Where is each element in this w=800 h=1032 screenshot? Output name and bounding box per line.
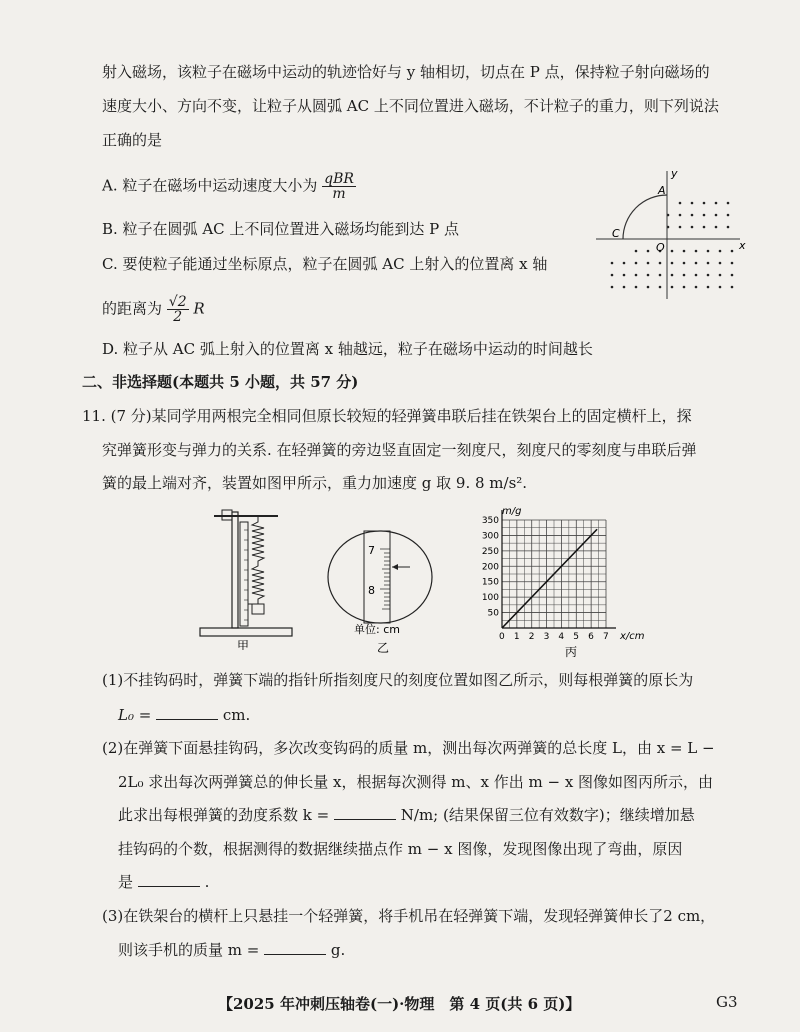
x-tick-label: 1 (513, 632, 520, 642)
point-c-label: C (612, 227, 620, 240)
x-tick-label: 0 (499, 632, 505, 642)
x-tick-label: 2 (528, 632, 535, 642)
reason-label: 是 (118, 873, 134, 891)
page-footer: 【2025 年冲刺压轴卷(一)·物理 第 4 页(共 6 页)】 (218, 995, 581, 1013)
answer-blank-reason[interactable] (138, 872, 200, 887)
arc-ac (623, 195, 667, 239)
hook-weight (252, 604, 264, 614)
option-c-fraction (167, 295, 189, 324)
iron-stand-figure (192, 500, 302, 650)
k-suffix: N/m; (结果保留三位有效数字)；继续增加悬 (400, 806, 695, 824)
x-tick-label: 6 (588, 632, 594, 642)
q11-part3-line-1: (3)在铁架台的横杆上只悬挂一个轻弹簧，将手机吊在轻弹簧下端，发现轻弹簧伸长了2 cm， (102, 907, 716, 925)
x-tick-label: 5 (573, 632, 580, 642)
ruler-zoom-figure (322, 527, 442, 657)
q11-part2-line-2: 2L₀ 求出每次两弹簧总的伸长量 x，根据每次测得 m、x 作出 m − x 图像如图丙所示，由 (118, 773, 714, 791)
unit-cm: cm. (222, 706, 251, 724)
q10-option-a (102, 172, 356, 201)
q11-stem-line-2: 究弹簧形变与弹力的关系. 在轻弹簧的旁边竖直固定一刻度尺，刻度尺的零刻度与串联后弹 (102, 441, 697, 459)
spring-coil (252, 516, 264, 604)
answer-blank-mass[interactable] (264, 940, 326, 955)
q10-intro-line-2: 速度大小、方向不变，让粒子从圆弧 AC 上不同位置进入磁场，不计粒子的重力，则下列说法 (102, 97, 719, 115)
ruler-mark-8: 8 (368, 584, 375, 597)
x-tick-label: 3 (543, 632, 550, 642)
q11-stem-line-3: 簧的最上端对齐，装置如图甲所示，重力加速度 g 取 9. 8 m/s². (102, 474, 528, 492)
field-dots (611, 202, 734, 289)
option-c-suffix: R (193, 299, 205, 318)
magnetic-field-figure (588, 163, 748, 303)
point-a-label: A (658, 184, 666, 197)
fraction-numerator: qBR (324, 171, 354, 187)
chart-series-line (502, 529, 597, 628)
ruler-ticks (244, 530, 248, 620)
x-tick-label: 7 (603, 632, 609, 642)
magnifier-ellipse (328, 531, 432, 623)
arrow-head-icon (392, 564, 398, 570)
option-a-fraction (322, 172, 356, 201)
figure-yi-label: 乙 (377, 641, 390, 655)
y-tick-label: 300 (481, 531, 499, 542)
q10-option-c-line-2 (102, 295, 205, 324)
q11-part1-line-2 (118, 705, 250, 725)
fraction-denominator: 2 (173, 309, 183, 325)
option-a-text: A. 粒子在磁场中运动速度大小为 (102, 176, 318, 195)
x-axis-label: x (739, 239, 746, 252)
answer-blank-l0[interactable] (156, 705, 218, 720)
answer-blank-k[interactable] (334, 805, 396, 820)
y-tick-label: 200 (481, 562, 499, 573)
fraction-numerator: √2 (168, 294, 187, 310)
origin-label: O (656, 241, 665, 254)
figure-bing-label: 丙 (565, 645, 578, 659)
q11-part2-line-1: (2)在弹簧下面悬挂钩码，多次改变钩码的质量 m，测出每次两弹簧的总长度 L，由 x = L − (102, 739, 715, 757)
q10-option-b: B. 粒子在圆弧 AC 上不同位置进入磁场均能到达 P 点 (102, 220, 460, 238)
q10-intro-line-3: 正确的是 (102, 131, 163, 149)
ruler-mark-7: 7 (368, 544, 375, 557)
mass-label: 则该手机的质量 m = (118, 941, 260, 959)
x-tick-label: 4 (558, 632, 565, 642)
y-tick-label: 250 (481, 546, 499, 557)
k-label: 此求出每根弹簧的劲度系数 k = (118, 806, 330, 824)
l0-label: L₀ = (118, 706, 152, 724)
chart-ticks (482, 516, 609, 642)
y-tick-label: 100 (481, 593, 499, 604)
y-tick-label: 150 (481, 577, 499, 588)
stand-base (200, 628, 292, 636)
q10-option-d: D. 粒子从 AC 弧上射入的位置离 x 轴越远，粒子在磁场中运动的时间越长 (102, 340, 593, 358)
q11-part1-line-1: (1)不挂钩码时，弹簧下端的指针所指刻度尺的刻度位置如图乙所示，则每根弹簧的原长为 (102, 671, 694, 689)
option-c-text: 的距离为 (102, 299, 163, 318)
y-axis-label: y (671, 167, 678, 180)
ruler-zoom-ticks (380, 549, 390, 609)
q11-stem-line-1: 11. (7 分)某同学用两根完全相同但原长较短的轻弹簧串联后挂在铁架台上的固定横杆上，探 (82, 407, 692, 425)
m-x-chart (470, 500, 660, 660)
fraction-denominator: m (332, 186, 346, 202)
q11-part3-line-2 (118, 940, 345, 960)
reason-suffix: . (204, 873, 210, 891)
chart-ylabel: m/g (502, 506, 522, 517)
section-heading: 二、非选择题(本题共 5 小题，共 57 分) (82, 373, 359, 391)
y-tick-label: 350 (481, 516, 499, 526)
q10-option-c-line-1: C. 要使粒子能通过坐标原点，粒子在圆弧 AC 上射入的位置离 x 轴 (102, 255, 548, 273)
ruler-unit-label: 单位: cm (354, 623, 400, 636)
mass-suffix: g. (330, 941, 346, 959)
figure-jia-label: 甲 (237, 639, 250, 650)
q11-part2-line-4: 挂钩码的个数，根据测得的数据继续描点作 m − x 图像，发现图像出现了弯曲，原因 (118, 840, 683, 858)
chart-xlabel: x/cm (620, 631, 645, 642)
stand-pole (232, 512, 238, 628)
q10-intro-line-1: 射入磁场，该粒子在磁场中运动的轨迹恰好与 y 轴相切，切点在 P 点，保持粒子射向磁场的 (102, 63, 710, 81)
q11-part2-line-5 (118, 872, 209, 892)
page-code: G3 (716, 993, 738, 1011)
ruler (240, 522, 248, 626)
q11-part2-line-3 (118, 805, 695, 825)
y-tick-label: 50 (487, 608, 499, 619)
